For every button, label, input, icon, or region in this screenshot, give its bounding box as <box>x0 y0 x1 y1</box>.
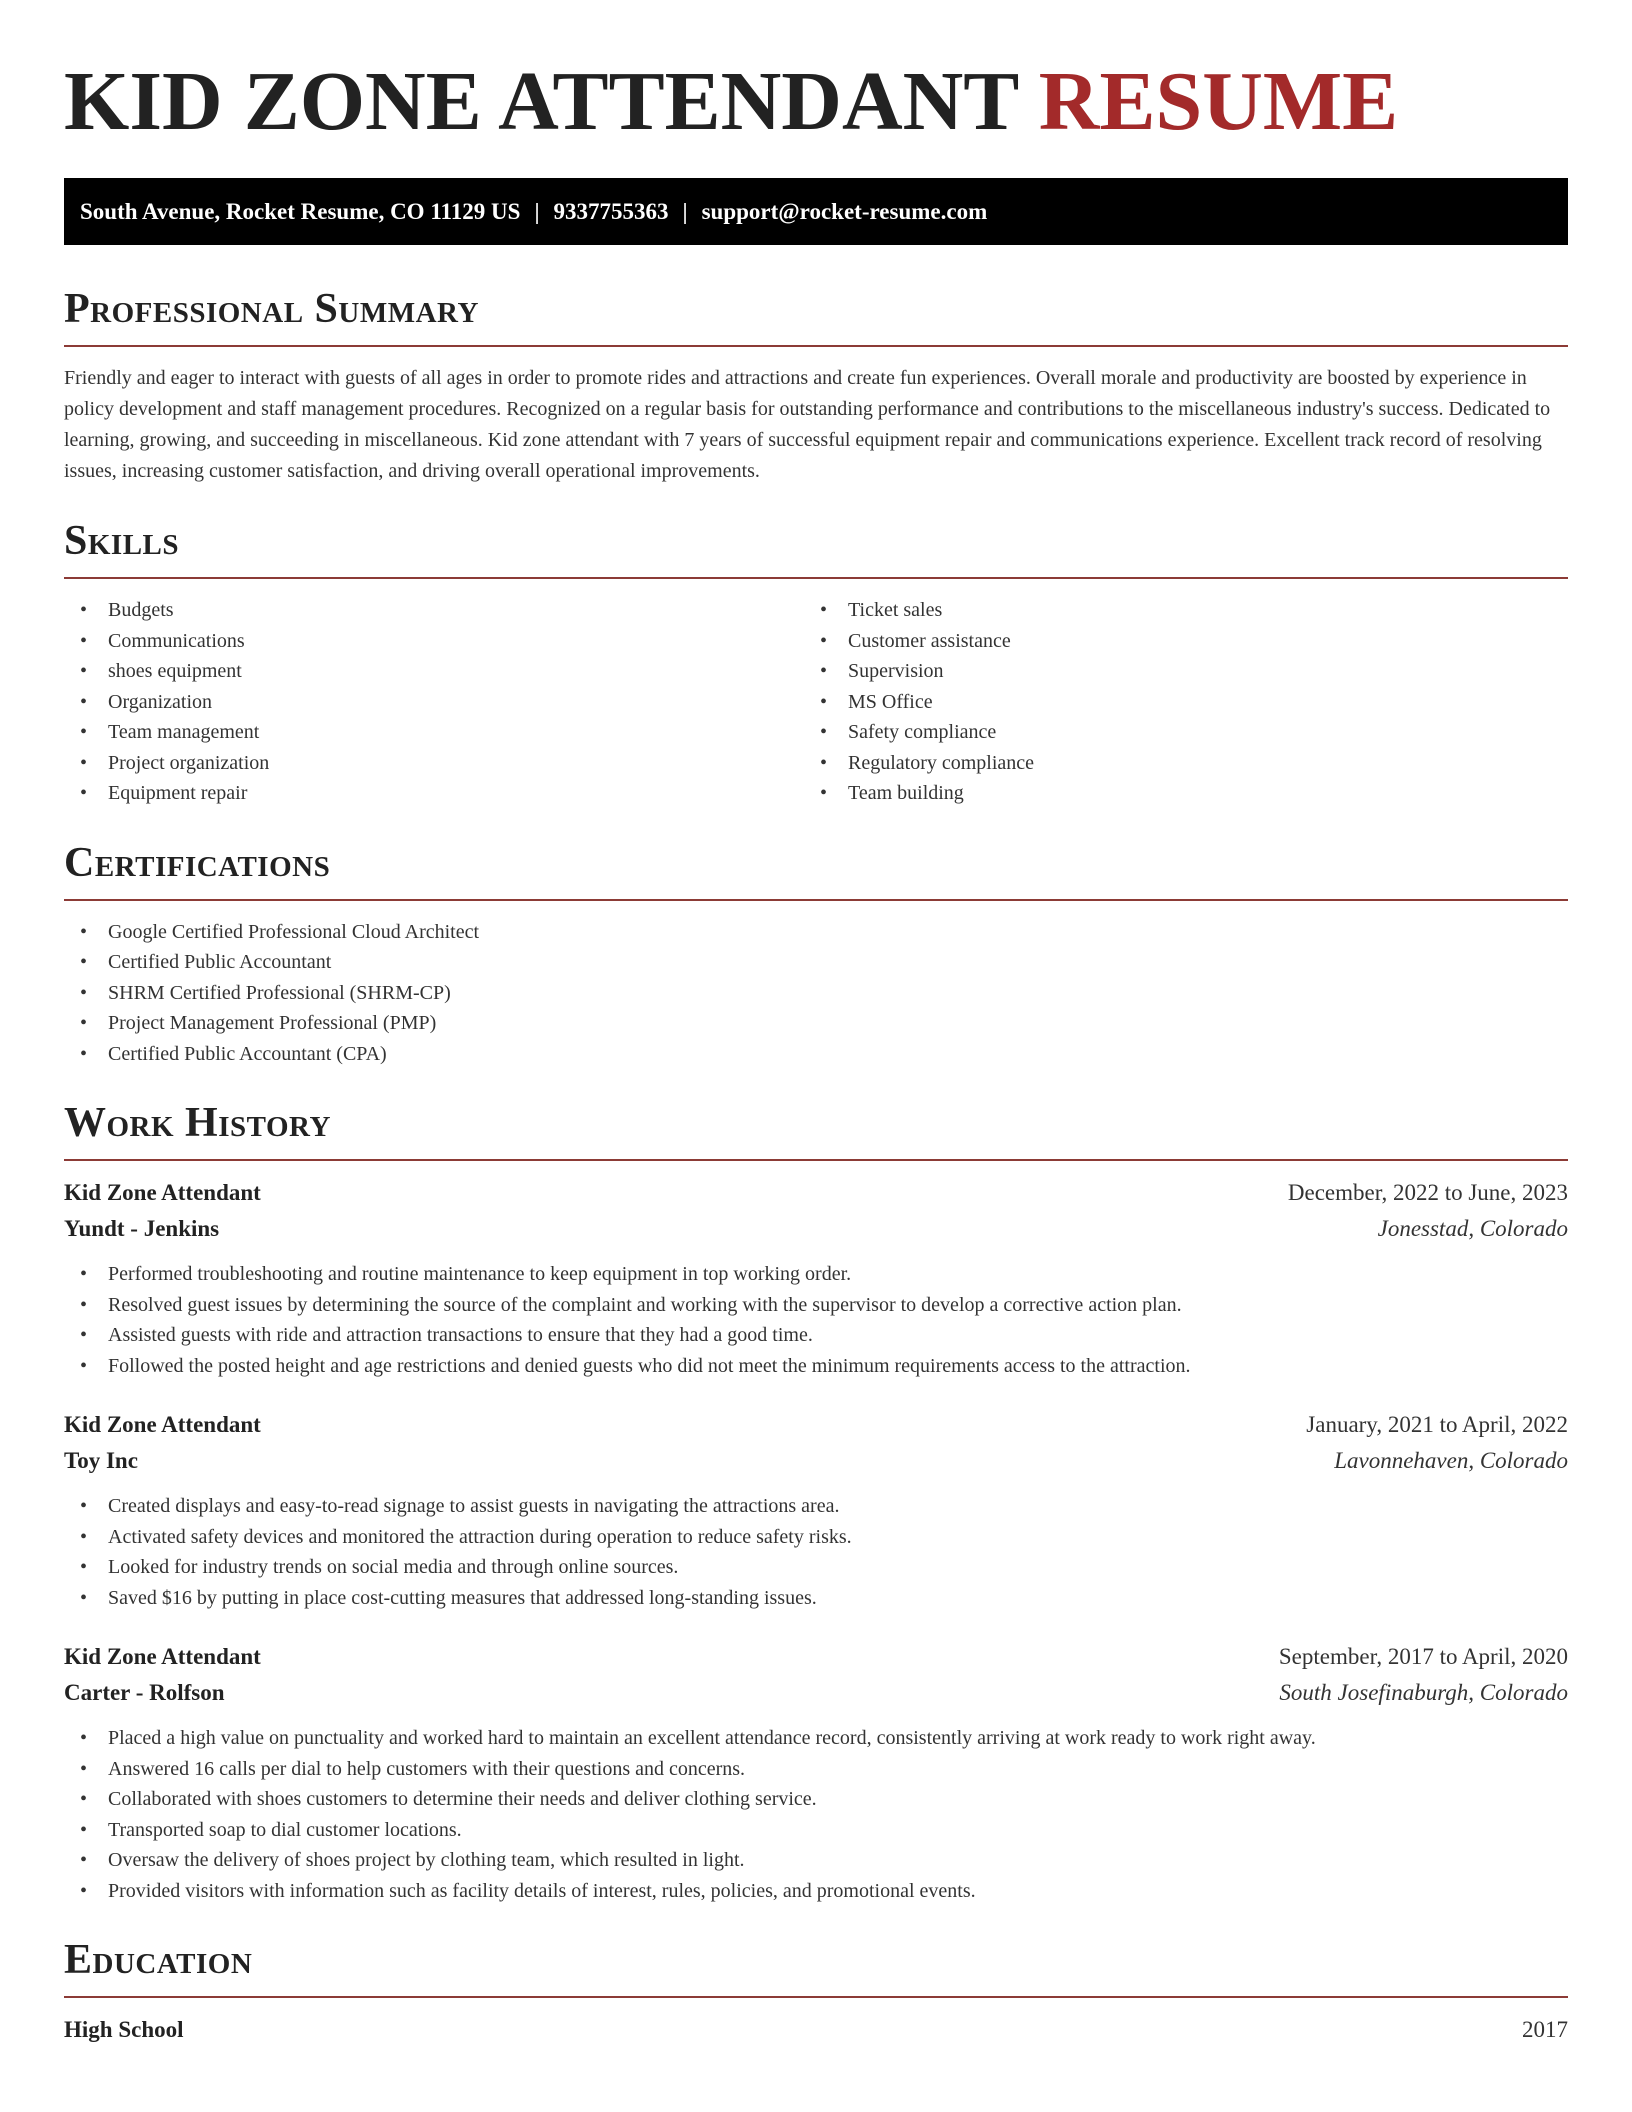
skill-item: • Budgets <box>64 595 804 626</box>
job-location: Lavonnehaven, Colorado <box>1334 1448 1568 1473</box>
skill-item: • shoes equipment <box>64 656 804 687</box>
job-dates: January, 2021 to April, 2022 <box>1306 1412 1568 1437</box>
certification-item: • Certified Public Accountant <box>64 947 1568 978</box>
section-divider <box>64 899 1568 901</box>
section-heading-certifications: Certifications <box>64 839 331 886</box>
skills-list-left <box>64 595 804 809</box>
skill-item: • Communications <box>64 626 804 657</box>
skill-item: • Organization <box>64 687 804 718</box>
job-duty: • Activated safety devices and monitored the attraction during operation to reduce safety risks. <box>64 1522 1568 1553</box>
skill-item: • Equipment repair <box>64 778 804 809</box>
resume-title <box>64 0 1568 146</box>
contact-separator: | <box>682 199 688 224</box>
certifications-list <box>64 917 1568 1070</box>
job-duty: • Transported soap to dial customer locations. <box>64 1815 1568 1846</box>
section-heading-summary: Professional Summary <box>64 286 479 332</box>
job-subheader-row <box>64 1675 1568 1711</box>
job-subheader-row <box>64 1211 1568 1247</box>
summary-text: Friendly and eager to interact with guests of all ages in order to promote rides and attractions and create fun experiences. Overall morale and productivity are boosted by experience in policy development and staff management procedures. Recognized on a regular basis for outstanding performance and contributions to the miscellaneous industry's success. Dedicated to learning, growing, and succeeding in miscellaneous. Kid zone attendant with 7 years of successful equipment repair and communications experience. Excellent track record of resolving issues, increasing customer satisfaction, and driving overall operational improvements. <box>64 367 1551 482</box>
job-dates: September, 2017 to April, 2020 <box>1278 1644 1568 1669</box>
skills-section <box>64 515 1568 809</box>
section-divider <box>64 1996 1568 1998</box>
section-heading-skills: Skills <box>64 518 180 564</box>
contact-address: South Avenue, Rocket Resume, CO 11129 US <box>80 199 521 224</box>
job-duty: • Created displays and easy-to-read signage to assist guests in navigating the attractions area. <box>64 1491 1568 1522</box>
skill-item: • Customer assistance <box>804 626 1544 657</box>
job-company: Toy Inc <box>64 1448 138 1473</box>
job-duty: • Followed the posted height and age restrictions and denied guests who did not meet the minimum requirements access to the attraction. <box>64 1351 1568 1382</box>
job-title: Kid Zone Attendant <box>64 1412 261 1437</box>
skills-columns <box>64 595 1568 809</box>
job-duty: • Performed troubleshooting and routine maintenance to keep equipment in top working order. <box>64 1259 1568 1290</box>
job-duties-list <box>64 1723 1568 1906</box>
contact-bar <box>64 178 1568 245</box>
job-company: Carter - Rolfson <box>64 1680 225 1705</box>
section-divider <box>64 577 1568 579</box>
certifications-section <box>64 837 1568 1070</box>
job-duty: • Oversaw the delivery of shoes project by clothing team, which resulted in light. <box>64 1845 1568 1876</box>
education-year: 2017 <box>1522 2017 1568 2042</box>
contact-separator: | <box>534 199 540 224</box>
job-company: Yundt - Jenkins <box>64 1216 220 1241</box>
job-duty: • Resolved guest issues by determining the source of the complaint and working with the supervisor to develop a corrective action plan. <box>64 1290 1568 1321</box>
summary-section <box>64 283 1568 487</box>
job-location: Jonesstad, Colorado <box>1377 1216 1568 1241</box>
job-title: Kid Zone Attendant <box>64 1180 261 1205</box>
title-accent: RESUME <box>1038 55 1399 148</box>
skill-item: • Ticket sales <box>804 595 1544 626</box>
job-title: Kid Zone Attendant <box>64 1644 261 1669</box>
section-heading-work-history: Work History <box>64 1100 331 1146</box>
job-duty: • Placed a high value on punctuality and worked hard to maintain an excellent attendance record, consistently arriving at work ready to work right away. <box>64 1723 1568 1754</box>
job-header-row <box>64 1175 1568 1211</box>
education-row <box>64 2012 1568 2048</box>
title-main: KID ZONE ATTENDANT <box>64 55 1018 148</box>
certification-item: • Project Management Professional (PMP) <box>64 1008 1568 1039</box>
education-degree: High School <box>64 2017 184 2042</box>
section-divider <box>64 345 1568 347</box>
job-entry <box>64 1639 1568 1906</box>
education-section <box>64 1934 1568 2048</box>
job-duty: • Answered 16 calls per dial to help customers with their questions and concerns. <box>64 1754 1568 1785</box>
skill-item: • Regulatory compliance <box>804 748 1544 779</box>
job-duties-list <box>64 1259 1568 1381</box>
contact-email: support@rocket-resume.com <box>701 199 988 224</box>
skill-item: • Team building <box>804 778 1544 809</box>
skill-item: • Supervision <box>804 656 1544 687</box>
section-heading-education: Education <box>64 1937 253 1983</box>
resume-page <box>64 0 1568 2048</box>
job-header-row <box>64 1639 1568 1675</box>
job-duty: • Collaborated with shoes customers to determine their needs and deliver clothing service. <box>64 1784 1568 1815</box>
job-duty: • Provided visitors with information such as facility details of interest, rules, policies, and promotional events. <box>64 1876 1568 1907</box>
work-history-section <box>64 1097 1568 1906</box>
job-duty: • Saved $16 by putting in place cost-cutting measures that addressed long-standing issues. <box>64 1583 1568 1614</box>
job-entry <box>64 1175 1568 1381</box>
skills-list-right <box>804 595 1544 809</box>
skill-item: • MS Office <box>804 687 1544 718</box>
job-duty: • Looked for industry trends on social media and through online sources. <box>64 1552 1568 1583</box>
certification-item: • SHRM Certified Professional (SHRM-CP) <box>64 978 1568 1009</box>
job-duties-list <box>64 1491 1568 1613</box>
job-location: South Josefinaburgh, Colorado <box>1279 1680 1568 1705</box>
certification-item: • Google Certified Professional Cloud Architect <box>64 917 1568 948</box>
job-header-row <box>64 1407 1568 1443</box>
job-subheader-row <box>64 1443 1568 1479</box>
job-duty: • Assisted guests with ride and attraction transactions to ensure that they had a good time. <box>64 1320 1568 1351</box>
job-entry <box>64 1407 1568 1613</box>
skill-item: • Safety compliance <box>804 717 1544 748</box>
certification-item: • Certified Public Accountant (CPA) <box>64 1039 1568 1070</box>
skill-item: • Team management <box>64 717 804 748</box>
job-dates: December, 2022 to June, 2023 <box>1287 1180 1568 1205</box>
contact-phone: 9337755363 <box>553 199 669 224</box>
skill-item: • Project organization <box>64 748 804 779</box>
section-divider <box>64 1159 1568 1161</box>
